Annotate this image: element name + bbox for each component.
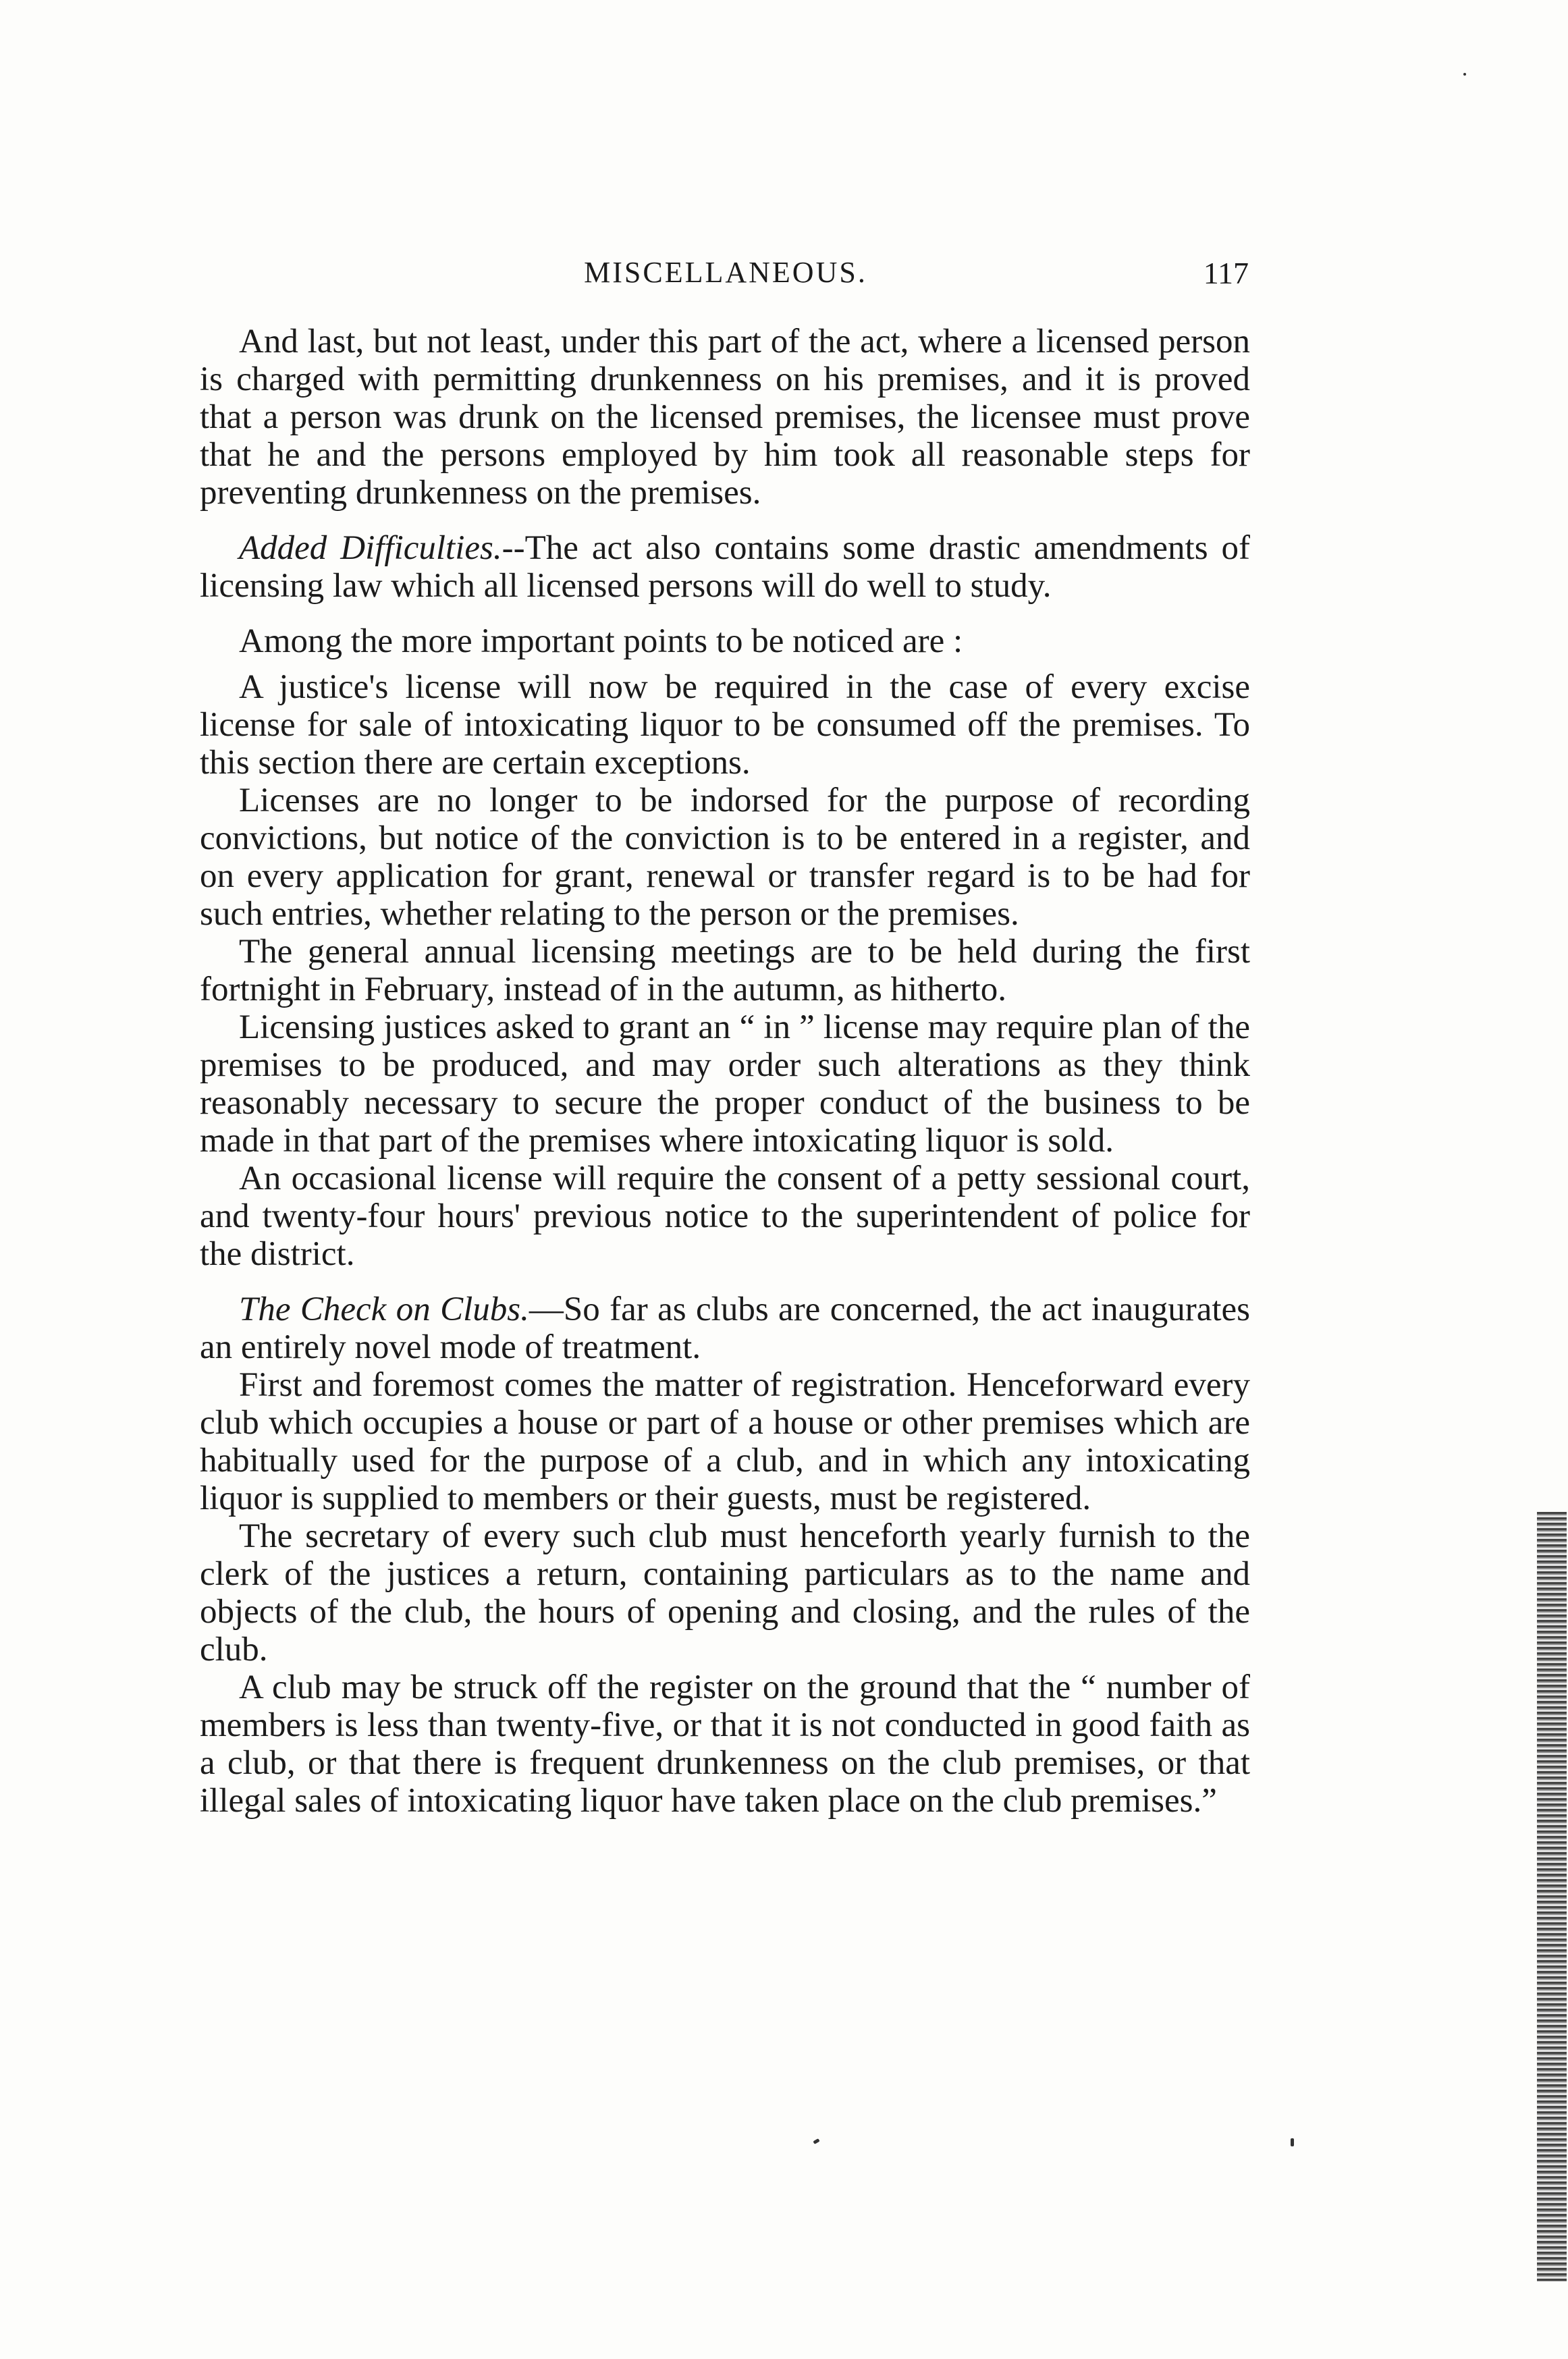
paragraph-important-points — [200, 622, 1250, 660]
paragraph-text: Licenses are no longer to be indorsed for the purpose of recording convictions, but notice of the conviction is to be entered in a register, and on every application for grant, renewal or transfer regard is to be had for such entries, whether relating to the person or the premises. — [200, 782, 1250, 933]
paragraph-plan-of-premises — [200, 1008, 1250, 1160]
paragraph-text: And last, but not least, under this part of the act, where a licensed person is charged with permitting drunkenness on his premises, and it is proved that a person was drunk on the licensed premises, the licensee must prove that he and the persons employed by him took all reasonable steps for preventing drunkenness on the premises. — [200, 323, 1250, 512]
body-text — [200, 323, 1250, 1820]
section-lead-check-on-clubs: The Check on Clubs. — [239, 1291, 529, 1328]
scan-speck — [813, 2138, 819, 2144]
paragraph-justices-license — [200, 668, 1250, 782]
paragraph-text: --The act also contains some drastic amendments of licensing law which all licensed persons will do well to study. — [200, 529, 1250, 605]
scan-speck — [1291, 2138, 1294, 2146]
paragraph-secretary-return — [200, 1517, 1250, 1669]
paragraph-registration — [200, 1366, 1250, 1517]
paragraph-text: A justice's license will now be required in the case of every excise license for sale of intoxicating liquor to be consumed off the premises. To this section there are certain exceptions. — [200, 668, 1250, 782]
paragraph-text: First and foremost comes the matter of registration. Henceforward every club which occupies a house or part of a house or other premises which are habitually used for the purpose of a club, and in which any intoxicating liquor is supplied to members or their guests, must be registered. — [200, 1366, 1250, 1517]
paragraph-struck-off-register — [200, 1669, 1250, 1820]
paragraph-text: A club may be struck off the register on the ground that the “ number of members is less than twenty-five, or that it is not conducted in good faith as a club, or that there is frequent drunkenness on the club premises, or that illegal sales of intoxicating liquor have taken place on the club premises.” — [200, 1669, 1250, 1820]
paragraph-licenses-indorsed — [200, 782, 1250, 933]
paragraph-text: The secretary of every such club must henceforth yearly furnish to the clerk of the justices a return, containing particulars as to the name and objects of the club, the hours of opening and closing, and the rules of the club. — [200, 1517, 1250, 1669]
section-lead-added-difficulties: Added Difficulties. — [239, 529, 502, 567]
running-title: MISCELLANEOUS. — [584, 256, 867, 289]
paragraph-check-on-clubs — [200, 1291, 1250, 1366]
scan-speck — [1463, 73, 1466, 76]
paragraph-text: —So far as clubs are concerned, the act inaugurates an entirely novel mode of treatment. — [200, 1291, 1250, 1366]
paragraph-annual-meetings — [200, 933, 1250, 1008]
paragraph-text: Among the more important points to be noticed are : — [239, 622, 963, 660]
paragraph-text: Licensing justices asked to grant an “ in ” license may require plan of the premises to be produced, and may order such alterations as they think reasonably necessary to secure the proper conduct of the business to be made in that part of the premises where intoxicating liquor is sold. — [200, 1008, 1250, 1160]
scan-binding-edge — [1537, 1512, 1567, 2281]
paragraph-last-but-not-least — [200, 323, 1250, 512]
page-number: 117 — [1203, 256, 1249, 290]
paragraph-added-difficulties — [200, 529, 1250, 605]
paragraph-occasional-license — [200, 1160, 1250, 1273]
paragraph-text: An occasional license will require the consent of a petty sessional court, and twenty-four hours' previous notice to the superintendent of police for the district. — [200, 1160, 1250, 1273]
paragraph-text: The general annual licensing meetings are to be held during the first fortnight in February, instead of in the autumn, as hitherto. — [200, 933, 1250, 1008]
running-head — [202, 255, 1249, 296]
